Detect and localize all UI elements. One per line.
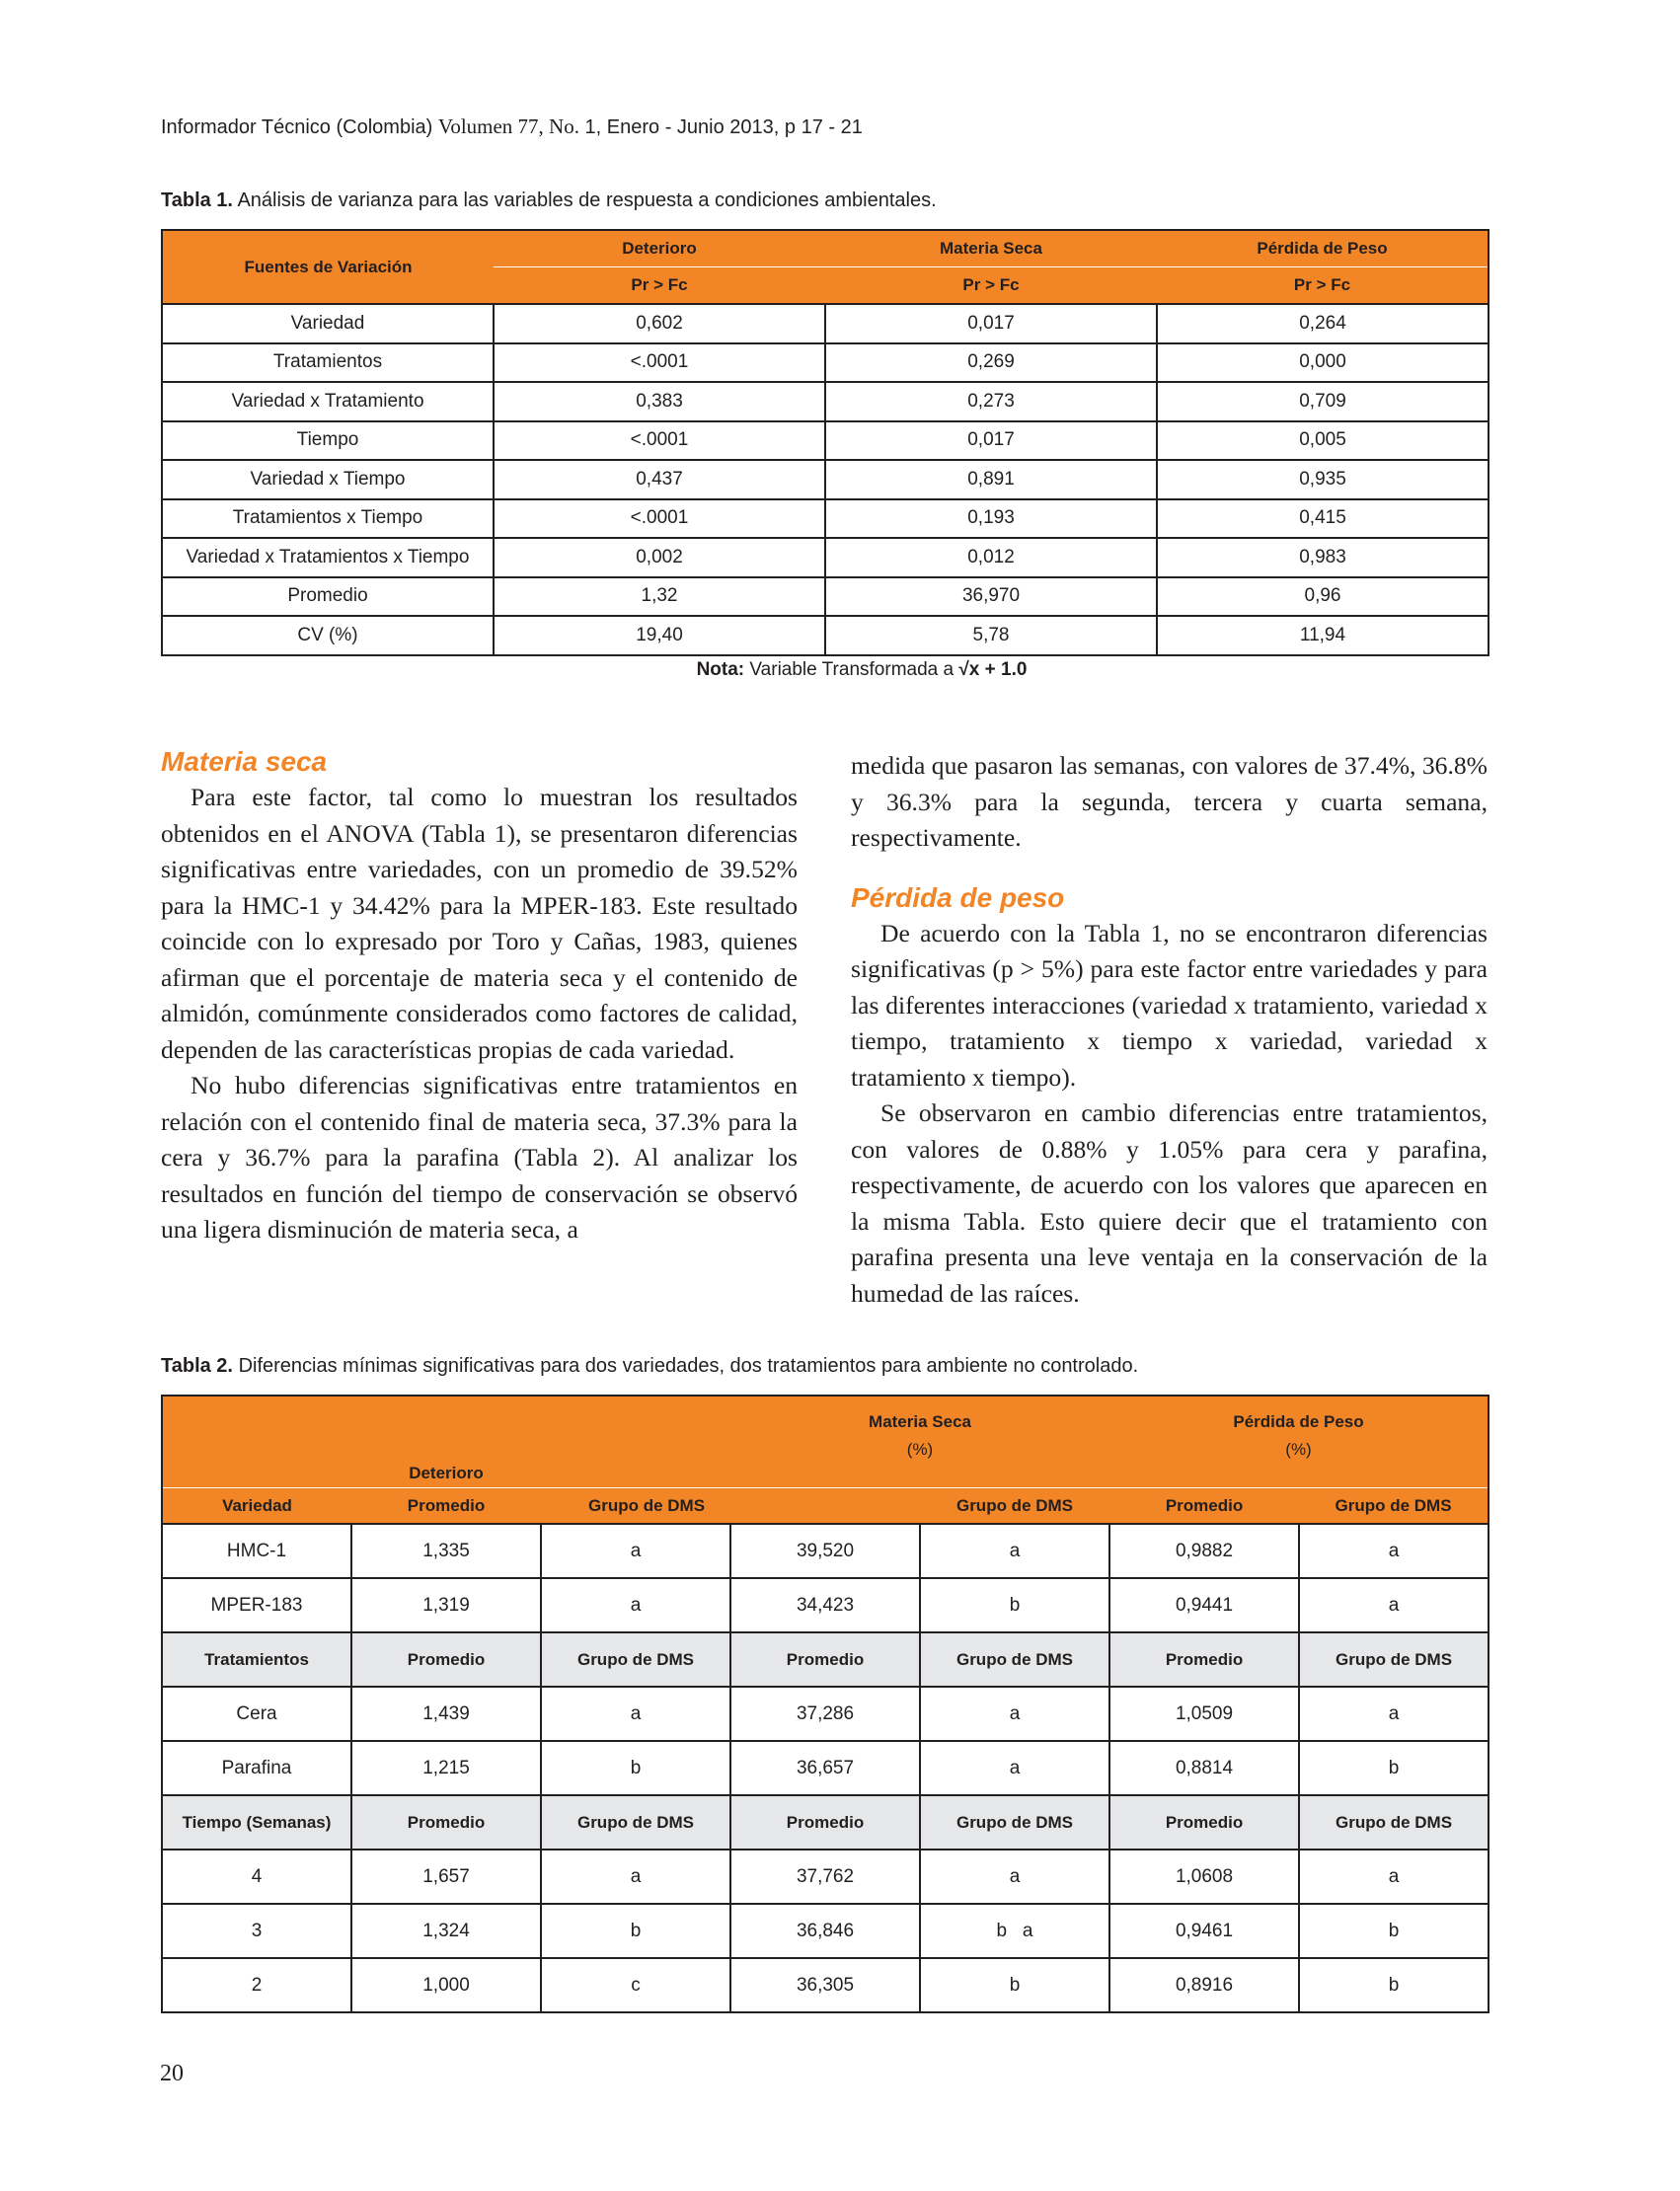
table-cell: 0,269 [825,343,1157,383]
row-label: Parafina [162,1741,351,1795]
table-row [162,1524,1489,1578]
table1 [161,229,1489,656]
t2-header-grupo: Grupo de DMS [1299,1488,1489,1525]
table-row [162,1687,1489,1741]
paragraph: Para este factor, tal como lo muestran los resultados obtenidos en el ANOVA (Tabla 1), se presentaron diferencias significativas entre variedades, con un promedio de 39.52% para la HMC-1 y 34.42% para la MPER-183. Este resultado coincide con lo expresado por Toro y Cañas, 1983, quienes afirman que el porcentaje de materia seca y el contenido de almidón, comúnmente considerados como factores de calidad, dependen de las características propias de cada variedad. [161,783,798,1064]
table1-caption-label: Tabla 1. [161,189,233,211]
table-cell: c [541,1958,730,2012]
row-label: Tiempo [162,421,494,461]
t1-subheader: Pr > Fc [825,267,1157,305]
table-row [162,460,1489,499]
table2-caption [161,1355,1138,1378]
table-cell: a [541,1687,730,1741]
table-cell: a [1299,1524,1489,1578]
t1-subheader: Pr > Fc [1157,267,1489,305]
group-header-cell: Grupo de DMS [920,1632,1109,1687]
table-cell: 34,423 [730,1578,920,1632]
table-cell: <.0001 [494,421,825,461]
table-cell: a [1299,1850,1489,1904]
t2-header-blank [162,1396,351,1488]
table-cell: 39,520 [730,1524,920,1578]
table2-caption-label: Tabla 2. [161,1355,233,1377]
right-column [851,748,1488,1312]
paragraph: Se observaron en cambio diferencias entre tratamientos, con valores de 0.88% y 1.05% para cera y parafina, respectivamente, de acuerdo con los valores que aparecen en la misma Tabla. Esto quiere decir que el tratamiento con parafina presenta una leve ventaja en la conservación de la humedad de las raíces. [851,1098,1488,1308]
table-cell: a [920,1524,1109,1578]
table-cell: 0,017 [825,304,1157,343]
table-cell: b [1299,1741,1489,1795]
table-cell: 0,437 [494,460,825,499]
t2-header-promedio: Promedio [1109,1488,1299,1525]
group-header-cell: Grupo de DMS [541,1795,730,1850]
table-cell: <.0001 [494,499,825,539]
t2-header-blank [541,1396,730,1488]
table-row [162,304,1489,343]
group-header-cell: Promedio [351,1632,541,1687]
table-cell: 0,8814 [1109,1741,1299,1795]
group-header-cell: Grupo de DMS [1299,1632,1489,1687]
table-cell: <.0001 [494,343,825,383]
row-label: MPER-183 [162,1578,351,1632]
row-label: 2 [162,1958,351,2012]
t1-header-source: Fuentes de Variación [162,230,494,304]
table-cell: 0,264 [1157,304,1489,343]
row-label: Variedad x Tratamiento [162,382,494,421]
table-cell: 1,657 [351,1850,541,1904]
table-cell: b [920,1958,1109,2012]
table-cell: 0,273 [825,382,1157,421]
table-cell: 0,891 [825,460,1157,499]
group-header-cell: Grupo de DMS [541,1632,730,1687]
table-cell: 0,002 [494,538,825,577]
table-cell: 1,000 [351,1958,541,2012]
table-cell: 0,602 [494,304,825,343]
table-cell: 1,215 [351,1741,541,1795]
table-cell: 0,017 [825,421,1157,461]
table-row [162,343,1489,383]
group-header-row [162,1632,1489,1687]
note-formula: √x + 1.0 [958,659,1028,680]
table2-caption-text: Diferencias mínimas significativas para dos variedades, dos tratamientos para ambiente no controlado. [238,1355,1139,1377]
t2-header-grupo: Grupo de DMS [920,1488,1109,1525]
table1-caption [161,189,937,212]
table-row [162,382,1489,421]
group-header-cell: Grupo de DMS [1299,1795,1489,1850]
table-row [162,1741,1489,1795]
row-label: Promedio [162,577,494,617]
t2-header-perdida-unit: (%) [1285,1440,1312,1459]
table-row [162,538,1489,577]
table-cell: 0,415 [1157,499,1489,539]
section-title-materia-seca: Materia seca [161,746,328,777]
table-cell: 0,000 [1157,343,1489,383]
table-cell: b [1299,1904,1489,1958]
table-row [162,1958,1489,2012]
table-cell: 0,96 [1157,577,1489,617]
page-number: 20 [160,2061,184,2086]
t2-header-deterioro: Deterioro [351,1396,541,1488]
row-label: Variedad x Tratamientos x Tiempo [162,538,494,577]
table-cell: b [541,1904,730,1958]
table-cell: a [1299,1578,1489,1632]
group-header-cell: Tiempo (Semanas) [162,1795,351,1850]
table-cell: 0,193 [825,499,1157,539]
table-cell: a [541,1850,730,1904]
table-cell: a [920,1850,1109,1904]
row-label: Variedad [162,304,494,343]
t1-header-deterioro: Deterioro [494,230,825,267]
table-cell: 37,286 [730,1687,920,1741]
table2-body [162,1524,1489,2012]
table-cell: 1,335 [351,1524,541,1578]
table-cell: b a [920,1904,1109,1958]
group-header-cell: Grupo de DMS [920,1795,1109,1850]
table-row [162,1904,1489,1958]
group-header-row [162,1795,1489,1850]
table-row [162,616,1489,655]
table-cell: 0,935 [1157,460,1489,499]
table-cell: a [1299,1687,1489,1741]
section-title-perdida-peso: Pérdida de peso [851,881,1065,913]
t1-subheader: Pr > Fc [494,267,825,305]
note-text: Variable Transformada a [749,659,955,680]
table-cell: 1,0509 [1109,1687,1299,1741]
table-cell: 0,012 [825,538,1157,577]
table-cell: 36,657 [730,1741,920,1795]
group-header-cell: Promedio [1109,1795,1299,1850]
group-header-cell: Promedio [730,1632,920,1687]
t1-header-materia: Materia Seca [825,230,1157,267]
table-cell: 0,9882 [1109,1524,1299,1578]
running-header [161,114,1345,139]
paragraph: No hubo diferencias significativas entre tratamientos en relación con el contenido final de materia seca, 37.3% para la cera y 36.7% para la parafina (Tabla 2). Al analizar los resultados en función del tiempo de conservación se observó una ligera disminución de materia seca, a [161,1071,798,1244]
table-cell: 0,9461 [1109,1904,1299,1958]
t2-header-materia-label: Materia Seca [869,1412,971,1431]
table-cell: b [541,1741,730,1795]
table-row [162,577,1489,617]
note-label: Nota: [696,659,745,680]
table-cell: 11,94 [1157,616,1489,655]
table-cell: b [920,1578,1109,1632]
row-label: 4 [162,1850,351,1904]
t2-header-perdida-label: Pérdida de Peso [1233,1412,1364,1431]
table-cell: 1,0608 [1109,1850,1299,1904]
table-row [162,499,1489,539]
table-cell: 1,439 [351,1687,541,1741]
table-cell: 0,709 [1157,382,1489,421]
table-cell: 0,9441 [1109,1578,1299,1632]
table-cell: 19,40 [494,616,825,655]
table-cell: a [541,1578,730,1632]
row-label: CV (%) [162,616,494,655]
row-label: Variedad x Tiempo [162,460,494,499]
row-label: Tratamientos [162,343,494,383]
table-cell: 0,983 [1157,538,1489,577]
journal-name: Informador Técnico (Colombia) [161,116,433,138]
table-cell: a [920,1687,1109,1741]
row-label: Tratamientos x Tiempo [162,499,494,539]
table-row [162,1850,1489,1904]
table-cell: 5,78 [825,616,1157,655]
row-label: Cera [162,1687,351,1741]
table-cell: 0,005 [1157,421,1489,461]
table-cell: 37,762 [730,1850,920,1904]
t2-header-materia-unit: (%) [906,1440,934,1459]
row-label: 3 [162,1904,351,1958]
table-cell: 36,970 [825,577,1157,617]
journal-volume: Volumen 77, No. [437,114,579,138]
table-cell: a [920,1741,1109,1795]
table-cell: 0,383 [494,382,825,421]
t2-header-grupo: Grupo de DMS [541,1488,920,1525]
group-header-cell: Promedio [1109,1632,1299,1687]
t2-header-variedad: Variedad [162,1488,351,1525]
journal-issue: 1, Enero - Junio 2013, p 17 - 21 [584,116,863,138]
table1-note [654,659,1069,681]
table-cell: 1,32 [494,577,825,617]
t2-header-promedio: Promedio [351,1488,541,1525]
table1-body [162,304,1489,655]
row-label: HMC-1 [162,1524,351,1578]
left-column [161,744,798,1248]
group-header-cell: Tratamientos [162,1632,351,1687]
table-cell: a [541,1524,730,1578]
group-header-cell: Promedio [730,1795,920,1850]
table-cell: 1,319 [351,1578,541,1632]
t2-header-perdida [1109,1396,1489,1488]
table-cell: 1,324 [351,1904,541,1958]
group-header-cell: Promedio [351,1795,541,1850]
table-cell: 36,846 [730,1904,920,1958]
paragraph: De acuerdo con la Tabla 1, no se encontraron diferencias significativas (p > 5%) para este factor entre variedades y para las diferentes interacciones (variedad x tratamiento, variedad x tiempo, tratamiento x tiempo x variedad, variedad x tratamiento x tiempo). [851,918,1488,1092]
paragraph: medida que pasaron las semanas, con valores de 37.4%, 36.8% y 36.3% para la segunda, tercera y cuarta semana, respectivamente. [851,751,1488,852]
table1-caption-text: Análisis de varianza para las variables de respuesta a condiciones ambientales. [237,189,937,211]
table-cell: 0,8916 [1109,1958,1299,2012]
t1-header-perdida: Pérdida de Peso [1157,230,1489,267]
t2-header-materia [730,1396,1109,1488]
table2 [161,1395,1489,2013]
table-cell: 36,305 [730,1958,920,2012]
table-row [162,421,1489,461]
table-row [162,1578,1489,1632]
table-cell: b [1299,1958,1489,2012]
